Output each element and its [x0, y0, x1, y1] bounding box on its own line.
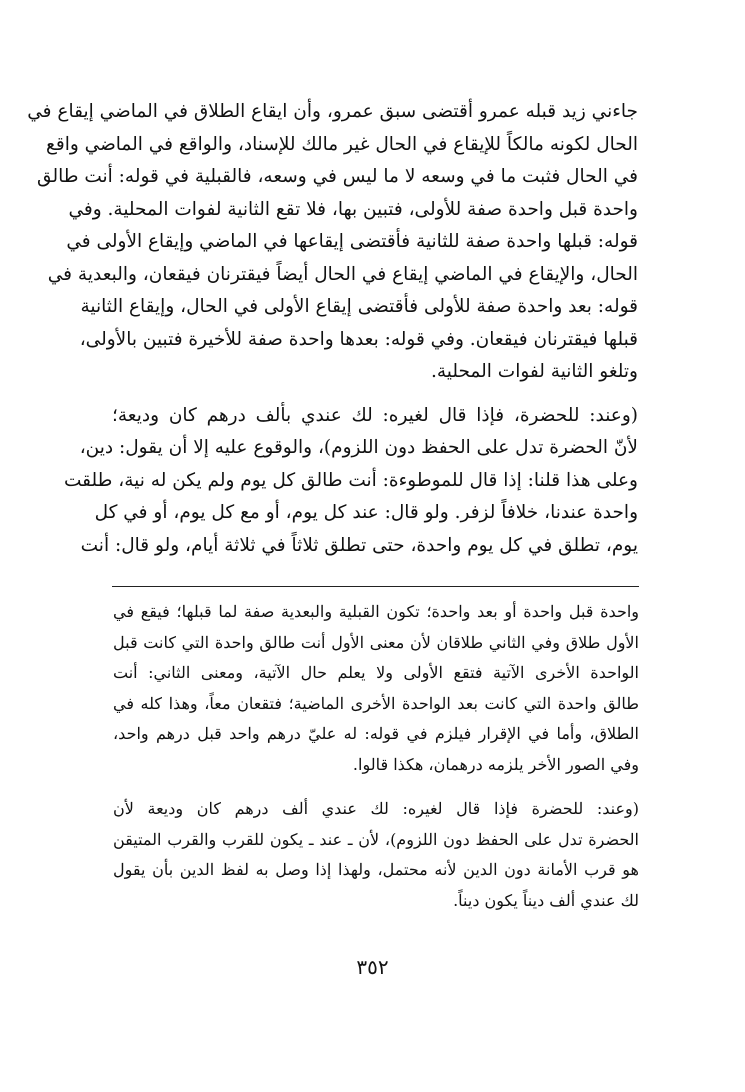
footnote-divider — [112, 586, 639, 587]
main-text-line: في الحال فثبت ما في وسعه لا ما ليس في وسعه، فالقبلية في قوله: أنت طالق — [37, 166, 638, 187]
main-text-line: لأنّ الحضرة تدل على الحفظ دون اللزوم)، والوقوع عليه إلا أن يقول: دين، — [79, 437, 638, 458]
footnote-line: واحدة قبل واحدة أو بعد واحدة؛ تكون القبلية والبعدية صفة لما قبلها؛ فيقع في — [113, 602, 639, 621]
footnotes — [113, 597, 639, 916]
footnote-line: الطلاق، وأما في الإقرار فيلزم في قوله: له عليّ درهم واحد قبل درهم واحد، — [113, 724, 639, 743]
footnote-line: (وعند: للحضرة فإذا قال لغيره: لك عندي ألف درهم كان وديعة لأن — [113, 799, 639, 818]
footnote-line: الواحدة الأخرى الآتية فتقع الأولى ولا يعلم حال الآتية، ومعنى الثاني: أنت — [113, 663, 639, 682]
main-text-line: جاءني زيد قبله عمرو أقتضى سبق عمرو، وأن ايقاع الطلاق في الماضي إيقاع في — [27, 101, 638, 122]
page-number: ٣٥٢ — [356, 955, 389, 979]
footnote-line: طالق واحدة التي كانت بعد الواحدة الأخرى الماضية؛ فتقعان معاً، وهذا كله في — [113, 693, 639, 713]
main-text-line: قوله: بعد واحدة صفة للأولى فأقتضى إيقاع الأولى في الحال، وإيقاع الثانية — [80, 296, 638, 317]
main-text-line: وتلغو الثانية لفوات المحلية. — [430, 361, 638, 382]
footnote-line: لك عندي ألف ديناً يكون ديناً. — [453, 890, 639, 910]
main-text-line: يوم، تطلق في كل يوم واحدة، حتى تطلق ثلاثاً في ثلاثة أيام، ولو قال: أنت — [80, 534, 638, 556]
paragraph-gap — [112, 389, 638, 400]
footnote-gap — [113, 780, 639, 794]
main-text-line: الحال لكونه مالكاً للإيقاع في الحال غير مالك للإسناد، والواقع في الماضي واقع — [46, 133, 638, 155]
main-text-line: قبلها فيقترنان فيقعان. وفي قوله: بعدها واحدة صفة للأخيرة فتبين بالأولى، — [79, 328, 638, 350]
main-text — [27, 96, 638, 562]
footnote-line: الحضرة تدل على الحفظ دون اللزوم)، لأن ـ عند ـ يكون للقرب والقرب المتيقن — [113, 829, 639, 849]
main-text-line: واحدة عندنا، خلافاً لزفر. ولو قال: عند كل يوم، أو مع كل يوم، أو في كل — [94, 502, 638, 523]
footnote-line: هو قرب الأمانة دون الدين لأنه محتمل، ولهذا إذا وصل به لفظ الدين بأن يقول — [113, 860, 639, 879]
footnote-line: وفي الصور الأخر يلزمه درهمان، هكذا قالوا. — [352, 754, 639, 774]
footnote-line: الأول طلاق وفي الثاني طلاقان لأن معنى الأول أنت طالق واحدة التي كانت قبل — [113, 632, 639, 652]
main-text-line: واحدة قبل واحدة صفة للأولى، فتبين بها، فلا تقع الثانية لفوات المحلية. وفي — [68, 198, 638, 220]
main-text-line: الحال، والإيقاع في الماضي إيقاع في الحال أيضاً فيقترنان فيقعان، والبعدية في — [47, 263, 638, 285]
main-text-line: قوله: قبلها واحدة صفة للثانية فأقتضى إيقاعها في الماضي وإيقاع الأولى في — [66, 231, 638, 252]
main-text-line: وعلى هذا قلنا: إذا قال للموطوءة: أنت طالق كل يوم ولم يكن له نية، طلقت — [64, 469, 638, 491]
main-text-line: (وعند: للحضرة، فإذا قال لغيره: لك عندي بألف درهم كان وديعة؛ — [112, 404, 638, 426]
